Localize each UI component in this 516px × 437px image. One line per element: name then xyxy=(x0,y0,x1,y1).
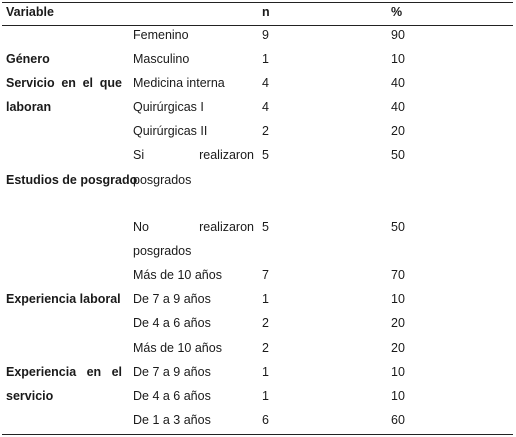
row-category: Más de 10 años xyxy=(133,268,222,282)
row-pct: 20 xyxy=(391,316,405,330)
header-percent: % xyxy=(391,5,403,19)
row-category: De 1 a 3 años xyxy=(133,413,211,427)
row-category: Quirúrgicas II xyxy=(133,124,208,138)
row-category: Quirúrgicas I xyxy=(133,100,204,114)
row-pct: 10 xyxy=(391,365,405,379)
row-category-word: realizaron xyxy=(199,220,254,234)
row-pct: 10 xyxy=(391,52,405,66)
label-servicio-word: Servicio xyxy=(6,76,55,90)
row-n: 4 xyxy=(262,100,269,114)
label-servicio-line1 xyxy=(6,75,122,91)
row-category: Masculino xyxy=(133,52,190,66)
row-n: 5 xyxy=(262,148,269,162)
row-pct: 10 xyxy=(391,292,405,306)
row-n: 9 xyxy=(262,28,269,42)
row-pct: 20 xyxy=(391,124,405,138)
row-n: 5 xyxy=(262,220,269,234)
row-category: De 7 a 9 años xyxy=(133,292,211,306)
label-experiencia-word: el xyxy=(111,365,122,379)
row-n: 4 xyxy=(262,76,269,90)
row-n: 1 xyxy=(262,52,269,66)
row-category-line1 xyxy=(133,147,254,163)
row-n: 2 xyxy=(262,341,269,355)
label-experiencia-word: en xyxy=(86,365,102,379)
row-category: De 4 a 6 años xyxy=(133,316,211,330)
row-category: Medicina interna xyxy=(133,76,225,90)
row-category-word: No xyxy=(133,220,149,234)
row-n: 1 xyxy=(262,365,269,379)
row-n: 2 xyxy=(262,316,269,330)
row-n: 2 xyxy=(262,124,269,138)
label-experiencia-servicio-line2: servicio xyxy=(6,389,54,403)
label-experiencia-servicio-line1 xyxy=(6,364,122,380)
row-pct: 90 xyxy=(391,28,405,42)
row-category-line1 xyxy=(133,219,254,235)
row-pct: 20 xyxy=(391,341,405,355)
label-genero: Género xyxy=(6,52,50,66)
bottom-rule xyxy=(2,434,513,435)
label-estudios-posgrado: Estudios de posgrado xyxy=(6,173,138,187)
row-pct: 40 xyxy=(391,100,405,114)
row-category: De 7 a 9 años xyxy=(133,365,211,379)
row-category-word: realizaron xyxy=(199,148,254,162)
row-n: 1 xyxy=(262,389,269,403)
header-variable: Variable xyxy=(6,5,54,19)
row-category: Femenino xyxy=(133,28,189,42)
label-experiencia-word: Experiencia xyxy=(6,365,77,379)
label-servicio-word: en xyxy=(61,76,76,90)
label-servicio-word: que xyxy=(99,76,122,90)
row-pct: 70 xyxy=(391,268,405,282)
row-pct: 50 xyxy=(391,220,405,234)
row-pct: 60 xyxy=(391,413,405,427)
row-category-line2: posgrados xyxy=(133,244,192,258)
row-pct: 40 xyxy=(391,76,405,90)
row-n: 1 xyxy=(262,292,269,306)
header-n: n xyxy=(262,5,270,19)
row-pct: 50 xyxy=(391,148,405,162)
row-pct: 10 xyxy=(391,389,405,403)
row-n: 7 xyxy=(262,268,269,282)
row-n: 6 xyxy=(262,413,269,427)
row-category: Más de 10 años xyxy=(133,341,222,355)
top-rule xyxy=(2,2,513,3)
label-servicio-word: el xyxy=(82,76,94,90)
label-experiencia-laboral: Experiencia laboral xyxy=(6,292,121,306)
row-category-word: Si xyxy=(133,148,145,162)
label-servicio-line2: laboran xyxy=(6,100,52,114)
row-category-line2: posgrados xyxy=(133,173,192,187)
header-rule xyxy=(2,25,513,26)
row-category: De 4 a 6 años xyxy=(133,389,211,403)
